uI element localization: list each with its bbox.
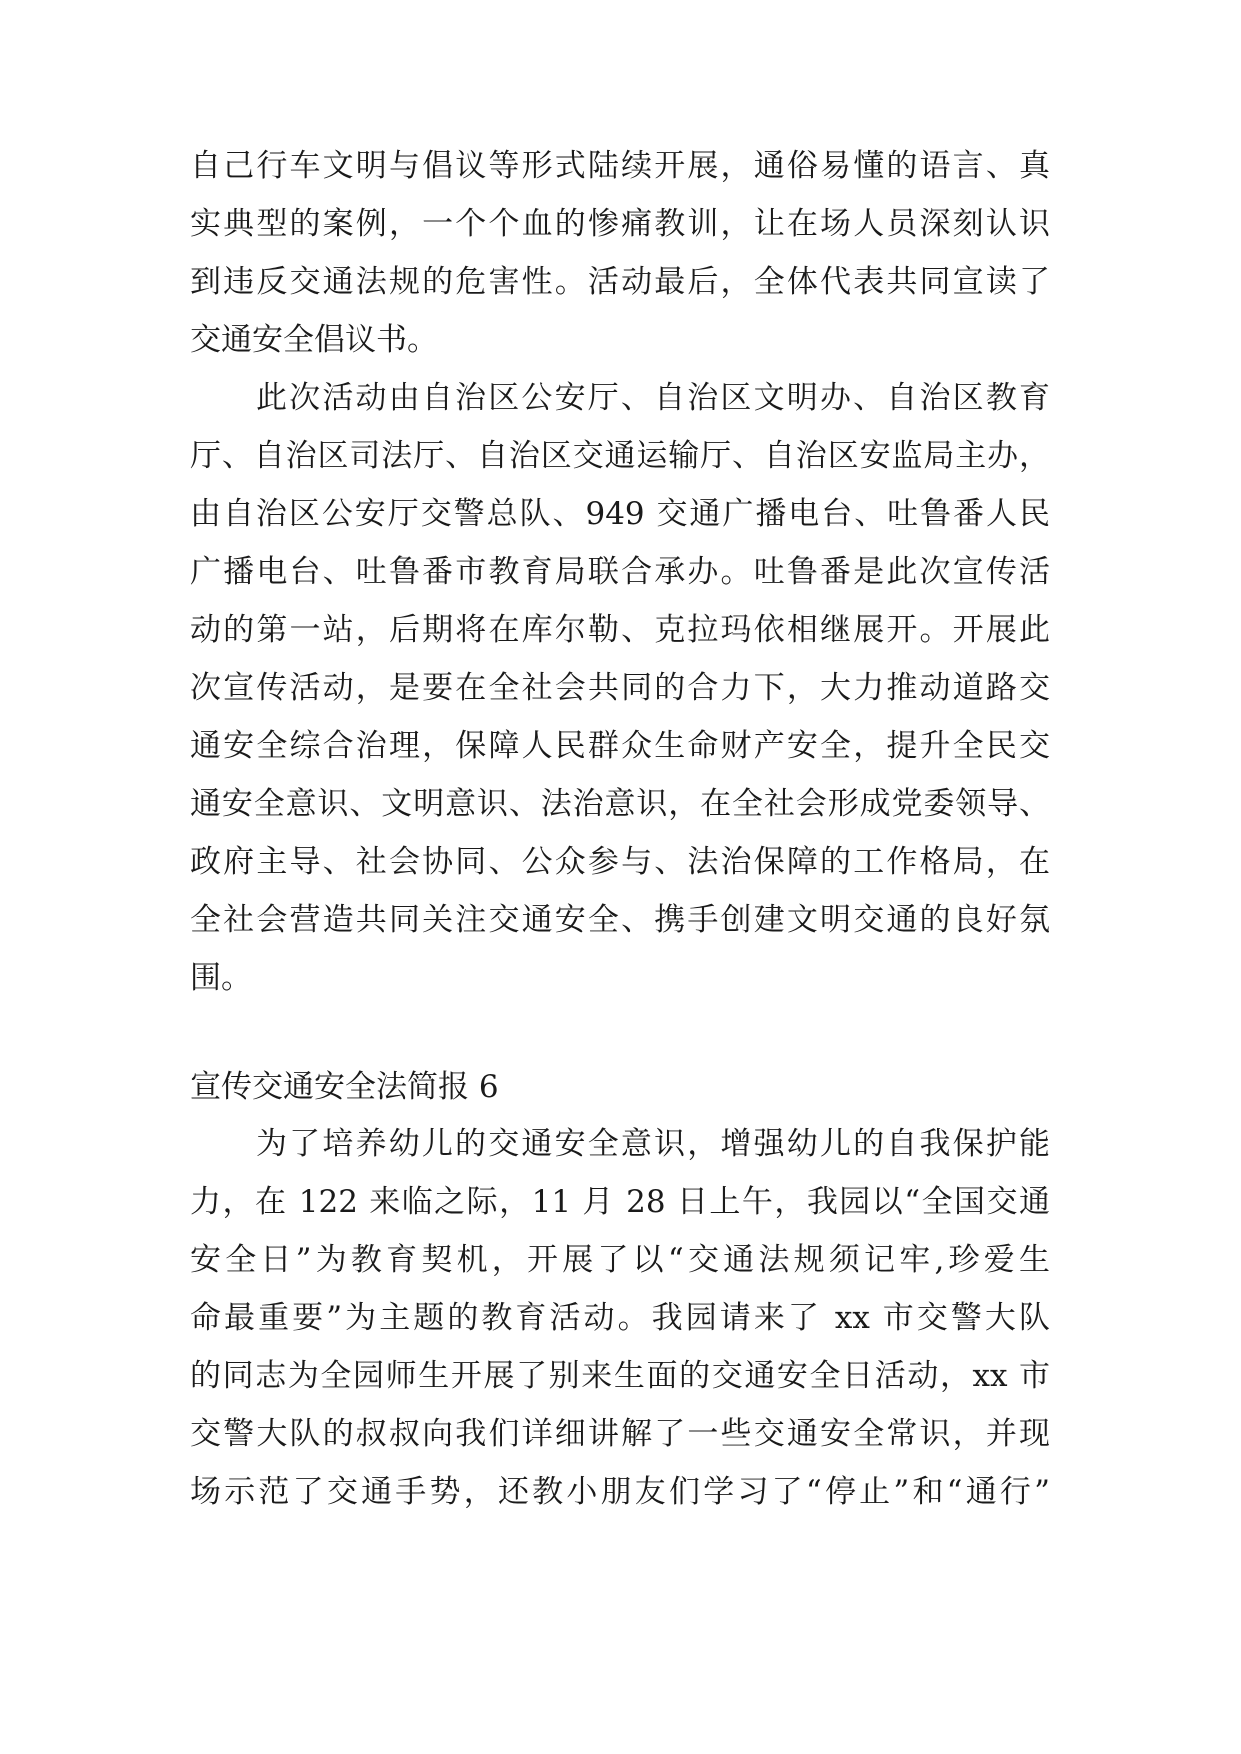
paragraph-2-line-11: 围。 [190,960,252,996]
paragraph-1-line-1: 自己行车文明与倡议等形式陆续开展，通俗易懂的语言、真 [190,148,1050,184]
paragraph-2-line-9: 政府主导、社会协同、公众参与、法治保障的工作格局，在 [190,844,1050,880]
paragraph-2-line-7: 通安全综合治理，保障人民群众生命财产安全，提升全民交 [190,728,1050,764]
paragraph-3-line-3: 安全日”为教育契机，开展了以“交通法规须记牢,珍爱生 [190,1242,1050,1278]
paragraph-3-line-1: 为了培养幼儿的交通安全意识，增强幼儿的自我保护能 [256,1126,1050,1162]
paragraph-2-line-3: 由自治区公安厅交警总队、949 交通广播电台、吐鲁番人民 [190,496,1050,532]
paragraph-3-line-5: 的同志为全园师生开展了别来生面的交通安全日活动，xx 市 [190,1358,1050,1394]
paragraph-2-line-2: 厅、自治区司法厅、自治区交通运输厅、自治区安监局主办， [190,438,1050,474]
paragraph-3-line-7: 场示范了交通手势，还教小朋友们学习了“停止”和“通行” [190,1474,1050,1510]
paragraph-1-line-2: 实典型的案例，一个个血的惨痛教训，让在场人员深刻认识 [190,206,1050,242]
paragraph-3-line-4: 命最重要”为主题的教育活动。我园请来了 xx 市交警大队 [190,1300,1050,1336]
paragraph-2-line-10: 全社会营造共同关注交通安全、携手创建文明交通的良好氛 [190,902,1050,938]
paragraph-2-line-8: 通安全意识、文明意识、法治意识，在全社会形成党委领导、 [190,786,1050,822]
paragraph-3-line-2: 力，在 122 来临之际，11 月 28 日上午，我园以“全国交通 [190,1184,1050,1220]
section-title: 宣传交通安全法简报 6 [190,1069,499,1105]
paragraph-2-line-4: 广播电台、吐鲁番市教育局联合承办。吐鲁番是此次宣传活 [190,554,1050,590]
paragraph-2-line-5: 动的第一站，后期将在库尔勒、克拉玛依相继展开。开展此 [190,612,1050,648]
paragraph-2-line-1: 此次活动由自治区公安厅、自治区文明办、自治区教育 [256,380,1050,416]
paragraph-3-line-6: 交警大队的叔叔向我们详细讲解了一些交通安全常识，并现 [190,1416,1050,1452]
paragraph-1-line-4: 交通安全倡议书。 [190,322,438,358]
paragraph-1-line-3: 到违反交通法规的危害性。活动最后，全体代表共同宣读了 [190,264,1050,300]
paragraph-2-line-6: 次宣传活动，是要在全社会共同的合力下，大力推动道路交 [190,670,1050,706]
